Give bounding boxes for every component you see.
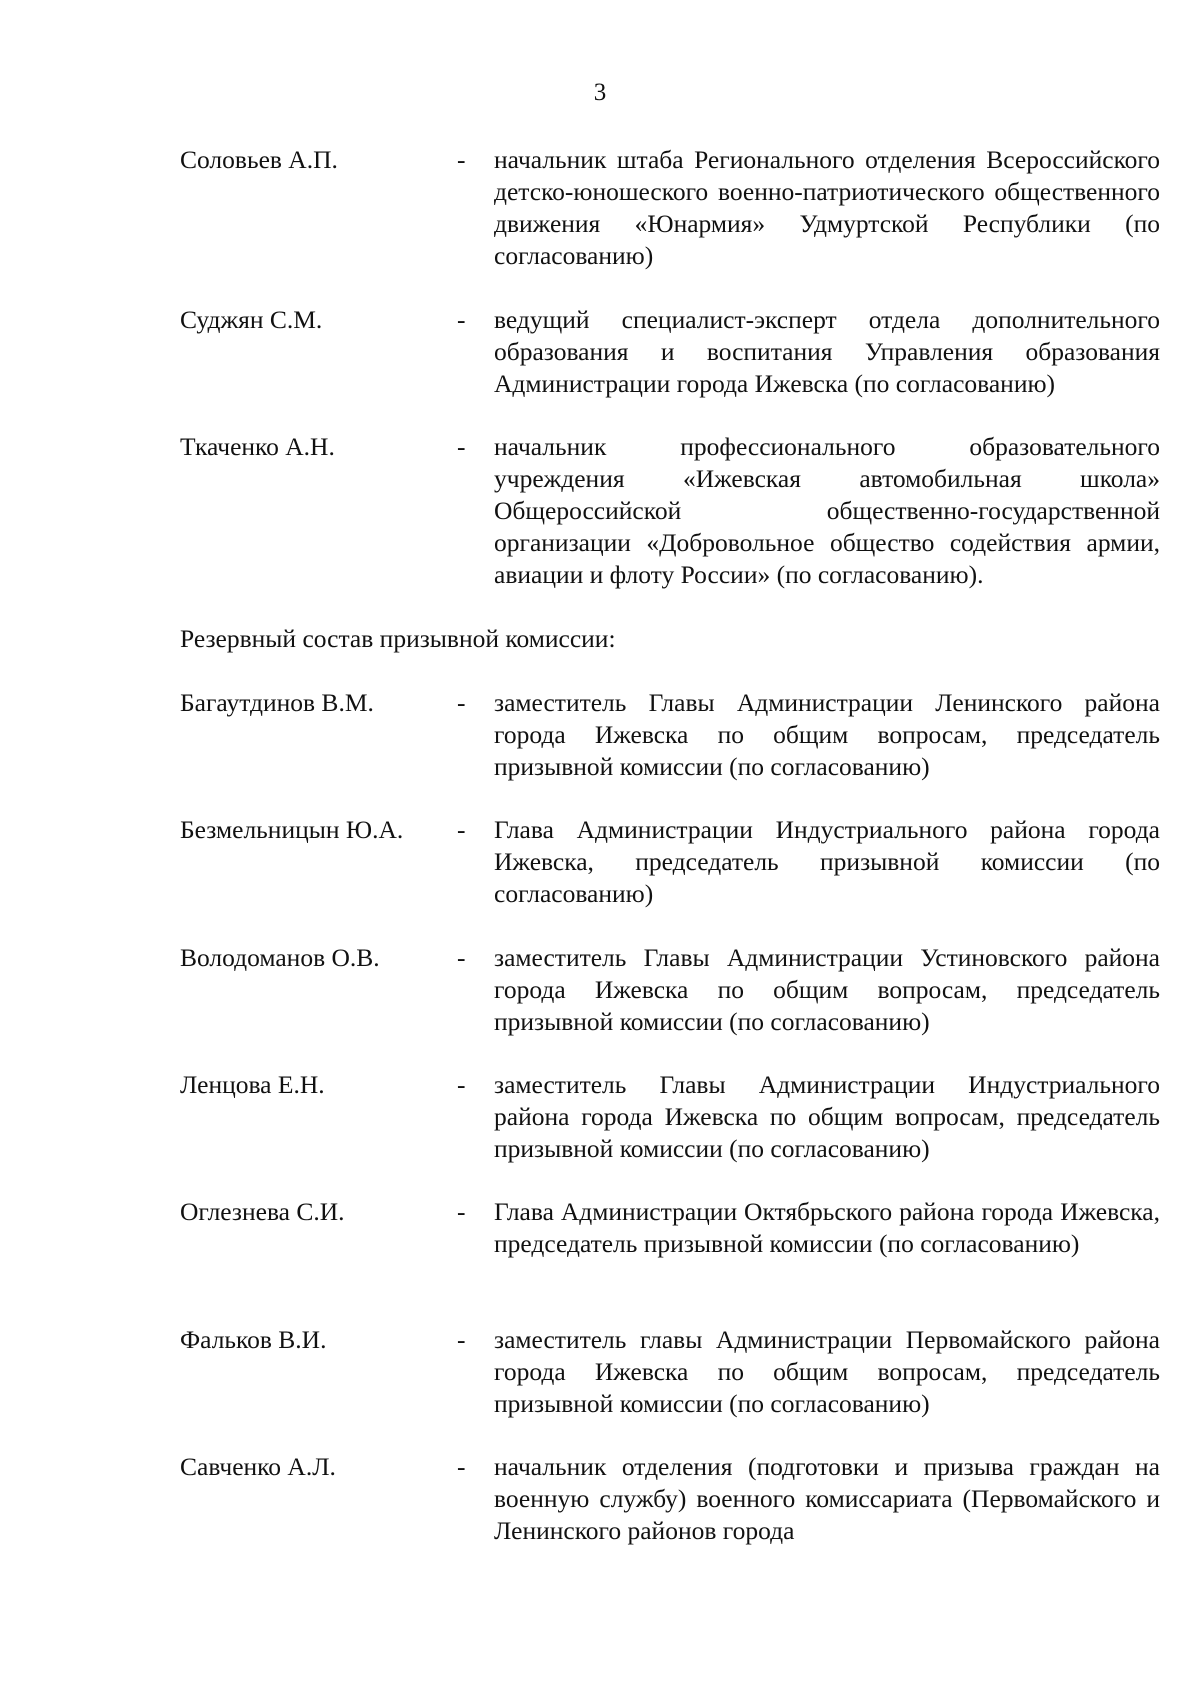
reserve-section-heading: Резервный состав призывной комиссии: — [180, 624, 616, 653]
entry-description: Глава Администрации Индустриального района города Ижевска, председатель призывной комиссии (по согласованию) — [494, 815, 1160, 908]
entry-dash: - — [457, 145, 466, 174]
entry-savchenko — [180, 1451, 1160, 1547]
entry-falkov — [180, 1324, 1160, 1420]
entry-name: Володоманов О.В. — [180, 943, 380, 972]
entry-name: Савченко А.Л. — [180, 1452, 336, 1481]
entry-description: заместитель Главы Администрации Ленинского района города Ижевска по общим вопросам, председатель призывной комиссии (по согласованию) — [494, 688, 1160, 781]
entry-dash: - — [457, 943, 466, 972]
entry-name: Ткаченко А.Н. — [180, 432, 335, 461]
entry-tkachenko — [180, 431, 1160, 591]
entry-name: Суджян С.М. — [180, 305, 323, 334]
entry-name: Оглезнева С.И. — [180, 1197, 345, 1226]
entry-volodomanov — [180, 942, 1160, 1038]
entry-description: заместитель главы Администрации Первомайского района города Ижевска по общим вопросам, председатель призывной комиссии (по согласованию) — [494, 1325, 1160, 1418]
entry-sudzhyan — [180, 304, 1160, 400]
entry-description: ведущий специалист-эксперт отдела дополнительного образования и воспитания Управления образования Администрации города Ижевска (по согласованию) — [494, 305, 1160, 398]
entry-dash: - — [457, 688, 466, 717]
entry-description: Глава Администрации Октябрьского района города Ижевска, председатель призывной комиссии (по согласованию) — [494, 1197, 1160, 1258]
entry-oglezneva — [180, 1196, 1160, 1260]
entry-name: Безмельницын Ю.А. — [180, 815, 404, 844]
entry-dash: - — [457, 305, 466, 334]
entry-dash: - — [457, 432, 466, 461]
entry-bezmelnitsyn — [180, 814, 1160, 910]
entry-dash: - — [457, 1197, 466, 1226]
entry-name: Фальков В.И. — [180, 1325, 327, 1354]
entry-name: Ленцова Е.Н. — [180, 1070, 325, 1099]
entry-name: Багаутдинов В.М. — [180, 688, 374, 717]
entry-dash: - — [457, 1452, 466, 1481]
entry-description: начальник штаба Регионального отделения Всероссийского детско-юношеского военно-патриотического общественного движения «Юнармия» Удмуртской Республики (по согласованию) — [494, 145, 1160, 270]
entry-name: Соловьев А.П. — [180, 145, 338, 174]
entry-dash: - — [457, 1070, 466, 1099]
entry-dash: - — [457, 815, 466, 844]
entry-lentsova — [180, 1069, 1160, 1165]
entry-bagautdinov — [180, 687, 1160, 783]
entry-description: заместитель Главы Администрации Устиновского района города Ижевска по общим вопросам, председатель призывной комиссии (по согласованию) — [494, 943, 1160, 1036]
entry-description: начальник профессионального образовательного учреждения «Ижевская автомобильная школа» Общероссийской общественно-государственной организации «Добровольное общество содействия армии, авиации и флоту России» (по согласованию). — [494, 432, 1160, 589]
entry-dash: - — [457, 1325, 466, 1354]
entry-description: начальник отделения (подготовки и призыва граждан на военную службу) военного комиссариата (Первомайского и Ленинского районов города — [494, 1452, 1160, 1545]
page-number: 3 — [593, 79, 607, 106]
entry-description: заместитель Главы Администрации Индустриального района города Ижевска по общим вопросам, председатель призывной комиссии (по согласованию) — [494, 1070, 1160, 1163]
entry-soloviev — [180, 144, 1160, 272]
